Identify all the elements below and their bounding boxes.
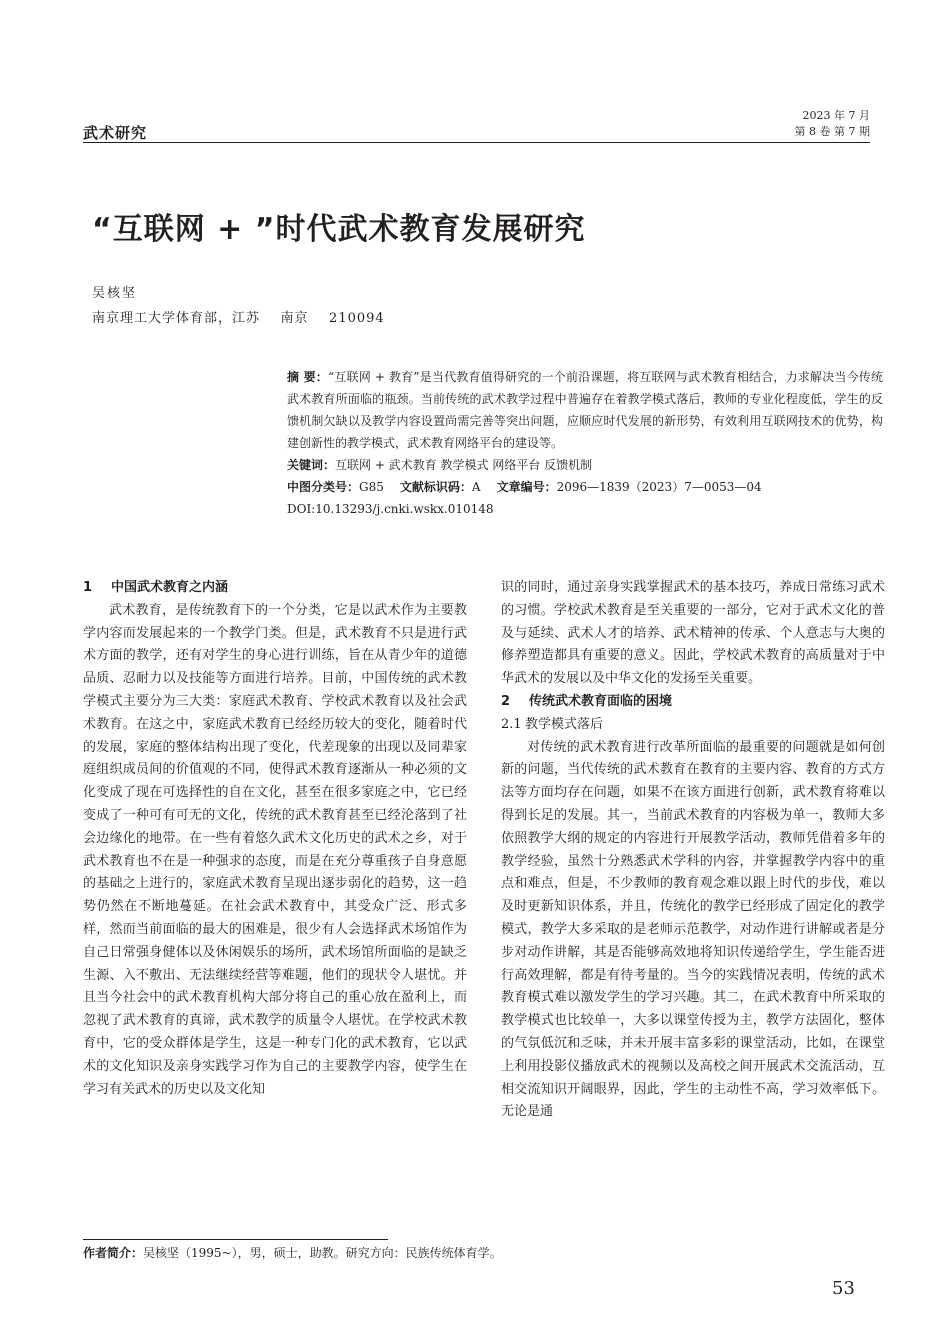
doc-code-label: 文献标识码： [399, 480, 472, 494]
abstract-label: 摘 要： [287, 370, 328, 384]
keywords-label: 关键词： [287, 458, 336, 472]
section-2-1-number: 2.1 [501, 716, 522, 732]
page-number: 53 [832, 1278, 855, 1299]
section-2-1-paragraph: 对传统的武术教育进行改革所面临的最重要的问题就是如何创新的问题，当代传统的武术教育在教育的主要内容、教育的方式方法等方面均存在问题，如果不在该方面进行创新，武术教育将难以得到长足的发展。其一，当前武术教育的内容极为单一，教师大多依照教学大纲的规定的内容进行开展教学活动，教师凭借着多年的教学经验，虽然十分熟悉武术学科的内容，并掌握教学内容中的重点和难点，但是，不少教师的教育观念难以跟上时代的步伐，难以及时更新知识体系，并且，传统化的教学已经形成了固定化的教学模式，教学大多采取的是老师示范教学，对动作进行讲解或者是分步对动作讲解，其是否能够高效地将知识传递给学生，学生能否进行高效理解，都是有待考量的。当今的实践情况表明，传统的武术教育模式难以激发学生的学习兴趣。其二，在武术教育中所采取的教学模式也比较单一，大多以课堂传授为主，教学方法固化，整体的气氛低沉和乏味，并未开展丰富多彩的课堂活动，比如，在课堂上利用投影仪播放武术的视频以及高校之间开展武术交流活动，互相交流知识开阔眼界，因此，学生的主动性不高，学习效率低下。无论是通 [501, 739, 885, 1120]
section-1-number: 1 [83, 580, 93, 595]
keywords-text: 互联网 + 武术教育 教学模式 网络平台 反馈机制 [335, 458, 593, 472]
footnote-rule [83, 1239, 388, 1240]
article-no-label: 文章编号： [496, 480, 557, 494]
section-2-title: 传统武术教育面临的困境 [529, 693, 673, 709]
issue-info [795, 108, 870, 140]
section-1-heading [83, 577, 467, 600]
keywords-line [287, 454, 883, 476]
section-1-paragraph-part2: 识的同时，通过亲身实践掌握武术的基本技巧，养成日常练习武术的习惯。学校武术教育是至关重要的一部分，它对于武术文化的普及与延续、武术人才的培养、武术精神的传承、个人意志与大奥的修养塑造都具有重要的意义。因此，学校武术教育的高质量对于中华武术的发展以及中华文化的发扬至关重要。 [501, 580, 885, 687]
clc-value: G85 [359, 480, 384, 494]
issue-date: 2023 年 7 月 [802, 109, 870, 122]
footnote-text: 吴核坚（1995~），男，硕士，助教。研究方向：民族传统体育学。 [143, 1246, 502, 1260]
article-title: “互联网 + ”时代武术教育发展研究 [92, 212, 586, 247]
clc-label: 中图分类号： [287, 480, 360, 494]
abstract-block [287, 366, 883, 520]
body-left-column [83, 577, 467, 1101]
section-2-1-heading [501, 714, 885, 737]
author-name: 吴核坚 [92, 286, 138, 301]
section-2-heading [501, 691, 885, 714]
abstract-text: “互联网 + 教育”是当代教育值得研究的一个前沿课题，将互联网与武术教育相结合，力求解决当今传统武术教育所面临的瓶颈。当前传统的武术教学过程中普遍存在着教学模式落后，教师的专业化程度低，学生的反馈机制欠缺以及教学内容设置尚需完善等突出问题，应顺应时代发展的新形势，有效利用互联网技术的优势，构建创新性的教学模式，武术教育网络平台的建设等。 [287, 370, 883, 450]
section-2-number: 2 [501, 693, 511, 709]
section-1-title: 中国武术教育之内涵 [111, 580, 229, 595]
abstract-paragraph [287, 366, 883, 454]
footnote-label: 作者简介： [83, 1246, 144, 1260]
article-no-value: 2096—1839（2023）7—0053—04 [556, 480, 762, 494]
doi-line: DOI:10.13293/j.cnki.wskx.010148 [287, 502, 494, 516]
header-rule [83, 142, 870, 143]
doc-code-value: A [471, 480, 481, 494]
author-footnote [83, 1244, 502, 1261]
journal-name: 武术研究 [83, 124, 148, 142]
classification-line [287, 476, 883, 498]
section-2-1-title: 教学模式落后 [525, 716, 604, 732]
author-affiliation: 南京理工大学体育部，江苏 南京 210094 [92, 311, 385, 326]
section-1-paragraph-part1: 武术教育，是传统教育下的一个分类，它是以武术作为主要教学内容而发展起来的一个教学门类。但是，武术教育不只是进行武术方面的教学，还有对学生的身心进行训练，旨在从青少年的道德品质、忍耐力以及技能等方面进行培养。目前，中国传统的武术教学模式主要分为三大类：家庭武术教育、学校武术教育以及社会武术教育。在这之中，家庭武术教育已经经历较大的变化，随着时代的发展，家庭的整体结构出现了变化，代差现象的出现以及同辈家庭组织成员间的价值观的不同，使得武术教育逐渐从一种必须的文化变成了现在可选择性的自在文化，甚至在很多家庭之中，它已经变成了一种可有可无的文化，传统的武术教育甚至已经沦落到了社会边缘化的地带。在一些有着悠久武术文化历史的武术之乡，对于武术教育也不在是一种强求的态度，而是在充分尊重孩子自身意愿的基础之上进行的，家庭武术教育呈现出逐步弱化的趋势，这一趋势仍然在不断地蔓延。在社会武术教育中，其受众广泛、形式多样，然而当前面临的最大的困难是，很少有人会选择武术场馆作为自己日常强身健体以及休闲娱乐的场所，武术场馆所面临的是缺乏生源、入不敷出、无法继续经营等难题，他们的现状令人堪忧。并且当今社会中的武术教育机构大部分将自己的重心放在盈利上，而忽视了武术教育的真谛，武术教学的质量令人堪忧。在学校武术教育中，它的受众群体是学生，这是一种专门化的武术教育，它以武术的文化知识及亲身实践学习作为自己的主要教学内容，使学生在学习有关武术的历史以及文化知 [83, 602, 467, 1097]
body-right-column [501, 577, 885, 1124]
issue-volume: 第 8 卷 第 7 期 [794, 125, 870, 138]
